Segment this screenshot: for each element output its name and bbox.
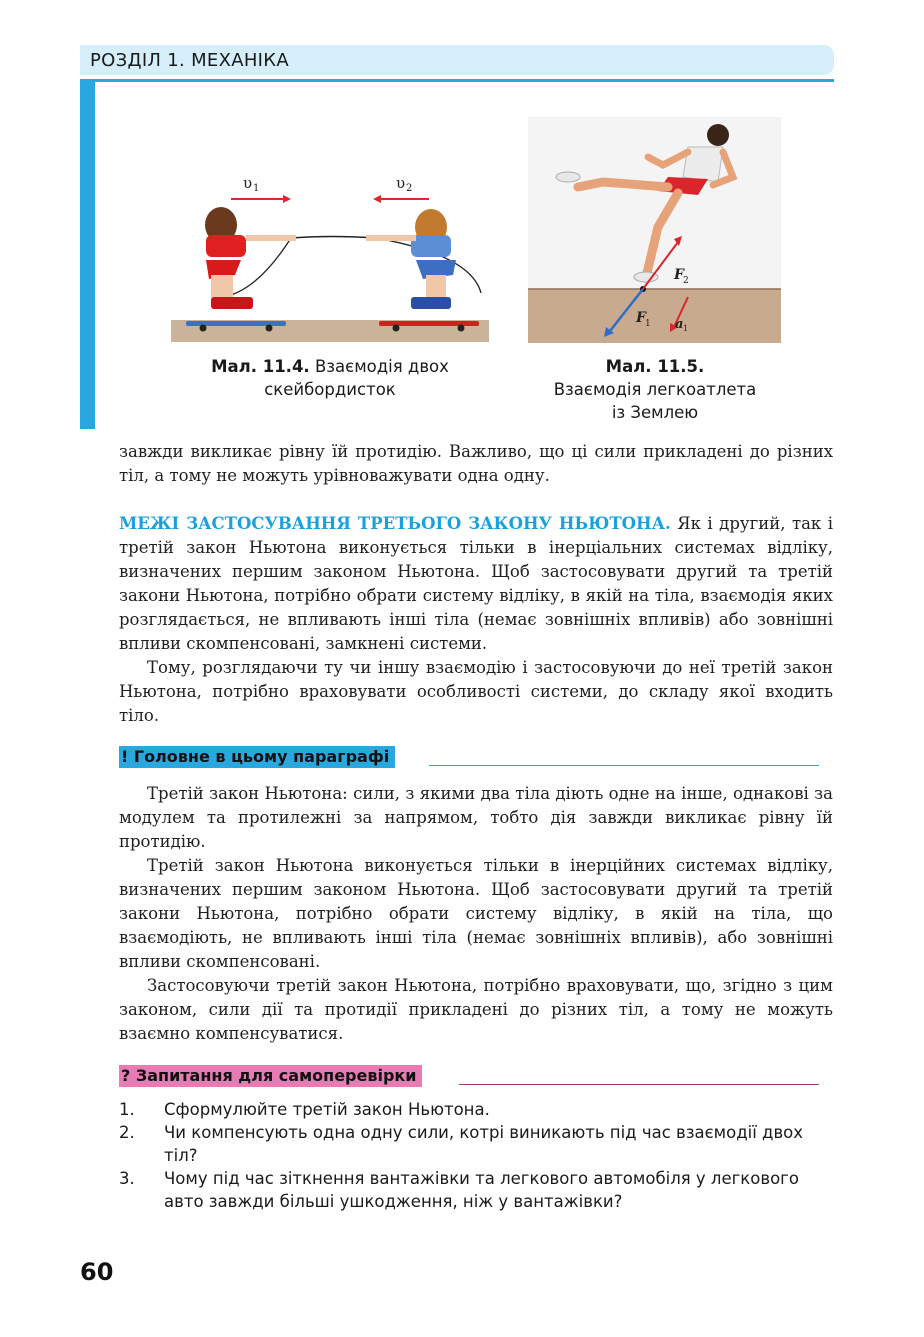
question-item [119,1121,835,1167]
question-number: 3. [119,1169,135,1188]
question-text: Чи компенсують одна одну сили, котрі виникають під час взаємодії двох тіл? [164,1123,804,1165]
questions-heading-rule [459,1084,819,1085]
summary-item: Застосовуючи третій закон Ньютона, потрібно враховувати, що, згідно з цим законом, сили дії та протидії прикладені до різних тіл, а тому не можуть взаємно компенсуватися. [119,976,833,1043]
questions-heading-label: ? Запитання для самоперевірки [119,1065,422,1087]
caption-label: Мал. 11.4. [211,357,310,376]
summary-heading [119,746,819,768]
summary-heading-label: ! Головне в цьому параграфі [119,746,395,768]
skateboarders-illustration [171,175,489,343]
v2-label: υ [396,175,406,192]
f2-label: F [674,267,684,283]
v1-label: υ [243,175,253,192]
section-limits [119,512,833,728]
page-number: 60 [80,1258,114,1286]
a1-label: a [675,317,684,332]
question-item [119,1167,835,1213]
question-item [119,1098,835,1121]
chapter-title: РОЗДІЛ 1. МЕХАНІКА [90,50,289,71]
v1-subscript: 1 [253,183,260,194]
summary-item: Третій закон Ньютона: сили, з якими два тіла діють одне на інше, однакові за модулем та протилежні за напрямом, тобто дія завжди викликає рівну їй протидію. [119,784,833,851]
chapter-header [80,45,834,75]
caption-text-line2: скейбордисток [264,380,396,399]
f1-label: F [636,310,646,326]
caption-label: Мал. 11.5. [605,357,705,376]
paragraph-text: Тому, розглядаючи ту чи іншу взаємодію і застосовуючи до неї третій закон Ньютона, потрібно враховувати особливості системи, до складу якої входить тіло. [119,658,833,725]
questions-list [119,1098,835,1213]
athlete-illustration [528,117,781,343]
figure-skateboarders [171,175,489,343]
caption-text: Взаємодія двох [314,357,449,376]
summary-item: Третій закон Ньютона виконується тільки в інерційних системах відліку, визначених першим законом Ньютона. Щоб застосовувати другий та третій закони Ньютона, потрібно обрати систему відліку, в якій на тіла, що взаємодіють, не впливають інші тіла (немає зовнішніх впливів), або зовнішні впливи скомпенсовані. [119,856,833,971]
section-heading: МЕЖІ ЗАСТОСУВАННЯ ТРЕТЬОГО ЗАКОНУ НЬЮТОНА. [119,514,671,533]
paragraph-text: Як і другий, так і третій закон Ньютона виконується тільки в інерціальних системах відліку, визначених першим законом Ньютона. Щоб застосовувати другий та третій закони Ньютона, потрібно обрати систему відліку, в якій на тіла, взаємодія яких розглядається, не впливають інші тіла (немає зовнішніх впливів) або зовнішні впливи скомпенсовані, замкнені системи. [119,514,833,653]
f1-subscript: 1 [645,319,651,329]
question-text: Сформулюйте третій закон Ньютона. [164,1100,490,1119]
f2-subscript: 2 [683,276,689,286]
summary-heading-rule [429,765,819,766]
question-number: 2. [119,1123,135,1142]
figure-athlete [528,117,781,343]
question-number: 1. [119,1100,135,1119]
caption-text-line2: із Землею [611,403,699,422]
a1-subscript: 1 [683,324,689,333]
v2-subscript: 2 [406,183,413,194]
questions-heading [119,1065,819,1087]
figure-caption-11-5 [520,355,790,424]
paragraph-text: завжди викликає рівну їй протидію. Важливо, що ці сили прикладені до різних тіл, а тому не можуть урівноважувати одна одну. [119,442,833,485]
figure-caption-11-4 [170,355,490,401]
caption-text-line1: Взаємодія легкоатлета [553,380,757,399]
header-divider [80,79,834,82]
paragraph-continuation [119,440,833,488]
summary-body [119,782,833,1046]
question-text: Чому під час зіткнення вантажівки та легкового автомобіля у легкового авто завжди більші ушкодження, ніж у вантажівки? [164,1169,799,1211]
side-stripe [80,79,95,429]
